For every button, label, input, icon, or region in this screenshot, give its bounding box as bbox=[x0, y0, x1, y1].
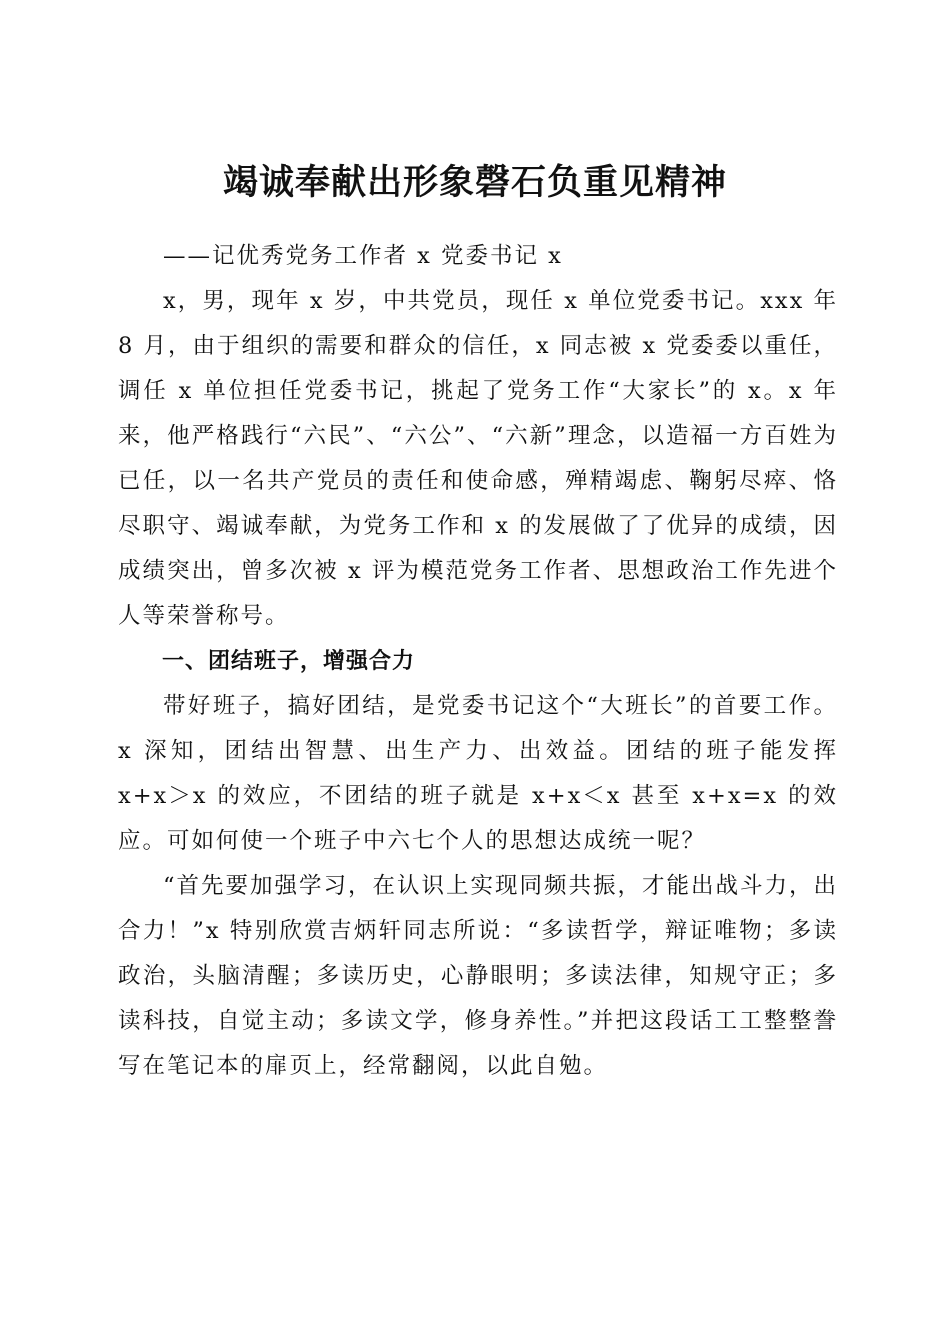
document-body bbox=[118, 234, 838, 1089]
document-subtitle: ——记优秀党务工作者 x 党委书记 x bbox=[163, 243, 563, 269]
document-title: 竭诚奉献出形象磬石负重见精神 bbox=[222, 162, 727, 204]
paragraph-study: “首先要加强学习，在认识上实现同频共振，才能出战斗力，出合力！”x 特别欣赏吉炳轩同志所说：“多读哲学，辩证唯物；多读政治，头脑清醒；多读历史，心静眼明；多读法律，知规守正；多读科技，自觉主动；多读文学，修身养性。”并把这段话工工整整誊写在笔记本的扉页上，经常翻阅，以此自勉。 bbox=[118, 873, 839, 1079]
paragraph-intro: x，男，现年 x 岁，中共党员，现任 x 单位党委书记。xxx 年 8 月，由于组织的需要和群众的信任，x 同志被 x 党委委以重任，调任 x 单位担任党委书记，挑起了党务工作“大家长”的 x。x 年来，他严格践行“六民”、“六公”、“六新”理念，以造福一方百姓为已任，以一名共产党员的责任和使命感，殚精竭虑、鞠躬尽瘁、恪尽职守、竭诚奉献，为党务工作和 x 的发展做了了优异的成绩，因成绩突出，曾多次被 x 评为模范党务工作者、思想政治工作先进个人等荣誉称号。 bbox=[118, 288, 838, 629]
section-heading: 一、团结班子，增强合力 bbox=[162, 649, 416, 674]
paragraph-team: 带好班子，搞好团结，是党委书记这个“大班长”的首要工作。x 深知，团结出智慧、出生产力、出效益。团结的班子能发挥 x+x＞x 的效应，不团结的班子就是 x+x＜x 甚至 x+x=x 的效应。可如何使一个班子中六七个人的思想达成统一呢？ bbox=[118, 693, 838, 854]
